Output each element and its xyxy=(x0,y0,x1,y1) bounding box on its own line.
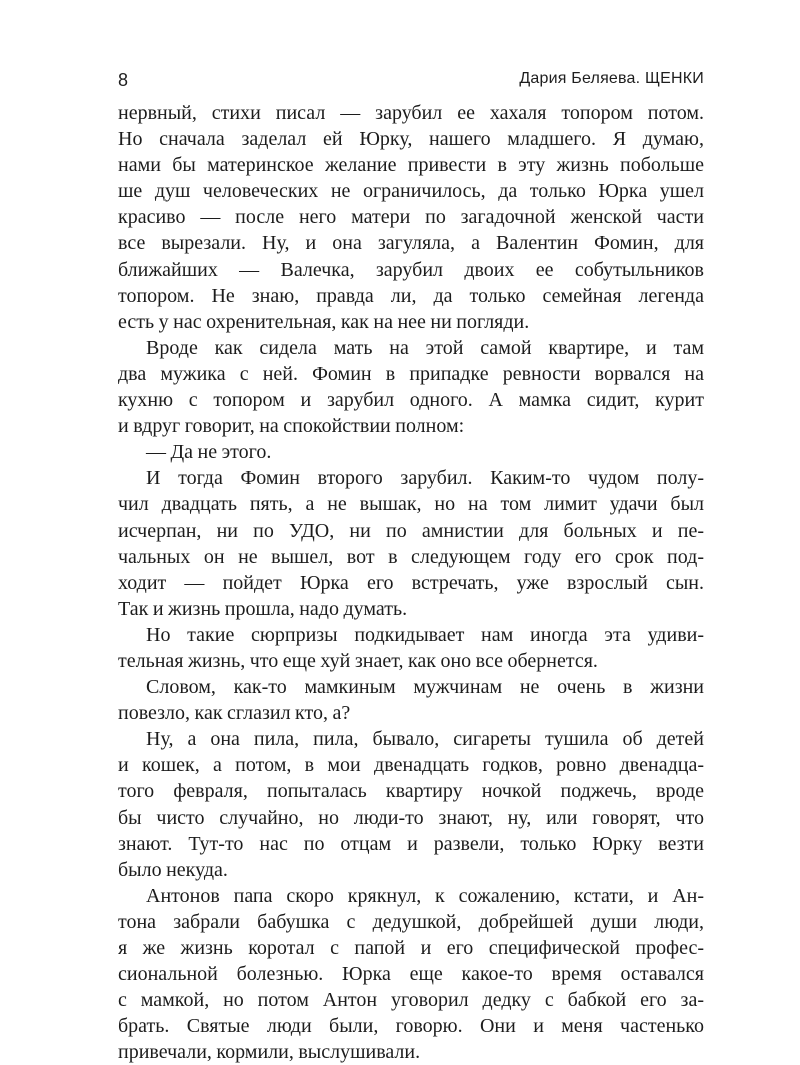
text-line: чальных он не вышел, вот в следующем году его срок под- xyxy=(118,545,704,568)
text-line: Ну, а она пила, пила, бывало, сигареты тушила об детей xyxy=(146,728,704,751)
text-line: все вырезали. Ну, и она загуляла, а Валентин Фомин, для xyxy=(118,232,704,255)
running-title: Дария Беляева. ЩЕНКИ xyxy=(519,70,704,87)
text-line: я же жизнь коротал с папой и его специфической профес- xyxy=(118,937,704,959)
text-line: тона забрали бабушка с дедушкой, добрейшей души люди, xyxy=(118,910,704,933)
text-line: сиональной болезнью. Юрка еще какое-то время оставался xyxy=(118,963,704,986)
text-line: тельная жизнь, что еще хуй знает, как оно все обернется. xyxy=(118,649,598,672)
text-line: и вдруг говорит, на спокойствии полном: xyxy=(118,415,465,438)
text-line: Но сначала заделал ей Юрку, нашего младшего. Я думаю, xyxy=(118,128,704,151)
text-line: Антонов папа скоро крякнул, к сожалению, кстати, и Ан- xyxy=(146,884,704,907)
text-line: красиво — после него матери по загадочной женской части xyxy=(118,206,704,229)
text-line: ближайших — Валечка, зарубил двоих ее собутыльников xyxy=(118,258,704,281)
text-line: есть у нас охренительная, как на нее ни погляди. xyxy=(118,310,530,333)
text-line: Так и жизнь прошла, надо думать. xyxy=(118,597,408,620)
text-line: ходит — пойдет Юрка его встречать, уже взрослый сын. xyxy=(118,571,704,594)
text-line: было некуда. xyxy=(118,858,228,881)
text-line: чил двадцать пять, а не вышак, но на том лимит удачи был xyxy=(118,493,704,516)
text-line: ше душ человеческих не ограничилось, да только Юрка ушел xyxy=(118,180,704,203)
text-line: Словом, как-то мамкиным мужчинам не очень в жизни xyxy=(146,676,704,699)
text-line: два мужика с ней. Фомин в припадке ревности ворвался на xyxy=(118,362,704,385)
text-line: знают. Тут-то нас по отцам и развели, только Юрку везти xyxy=(118,832,704,855)
text-line: И тогда Фомин второго зарубил. Каким-то чудом полу- xyxy=(146,467,704,490)
text-line: Но такие сюрпризы подкидывает нам иногда эта удиви- xyxy=(146,623,704,646)
text-line: Вроде как сидела мать на этой самой квартире, и там xyxy=(146,336,704,359)
text-line: — Да не этого. xyxy=(146,441,272,464)
page-number: 8 xyxy=(118,70,129,90)
text-line: нервный, стихи писал — зарубил ее хахаля топором потом. xyxy=(118,102,704,124)
page-header xyxy=(118,66,704,94)
body-text xyxy=(118,100,704,1065)
text-line: бы чисто случайно, но люди-то знают, ну, или говорят, что xyxy=(118,806,704,829)
text-line: и кошек, а потом, в мои двенадцать годков, ровно двенадца- xyxy=(118,754,704,777)
text-line: с мамкой, но потом Антон уговорил дедку с бабкой его за- xyxy=(118,989,704,1012)
text-line: топором. Не знаю, правда ли, да только семейная легенда xyxy=(118,284,704,307)
text-line: кухню с топором и зарубил одного. А мамка сидит, курит xyxy=(118,389,704,412)
text-line: привечали, кормили, выслушивали. xyxy=(118,1041,421,1064)
text-line: нами бы материнское желание привести в эту жизнь побольше xyxy=(118,154,704,177)
text-line: исчерпан, ни по УДО, ни по амнистии для больных и пе- xyxy=(118,519,704,542)
text-line: того февраля, попыталась квартиру ночкой поджечь, вроде xyxy=(118,780,704,803)
text-line: брать. Святые люди были, говорю. Они и меня частенько xyxy=(118,1015,704,1038)
text-line: повезло, как сглазил кто, а? xyxy=(118,702,351,725)
